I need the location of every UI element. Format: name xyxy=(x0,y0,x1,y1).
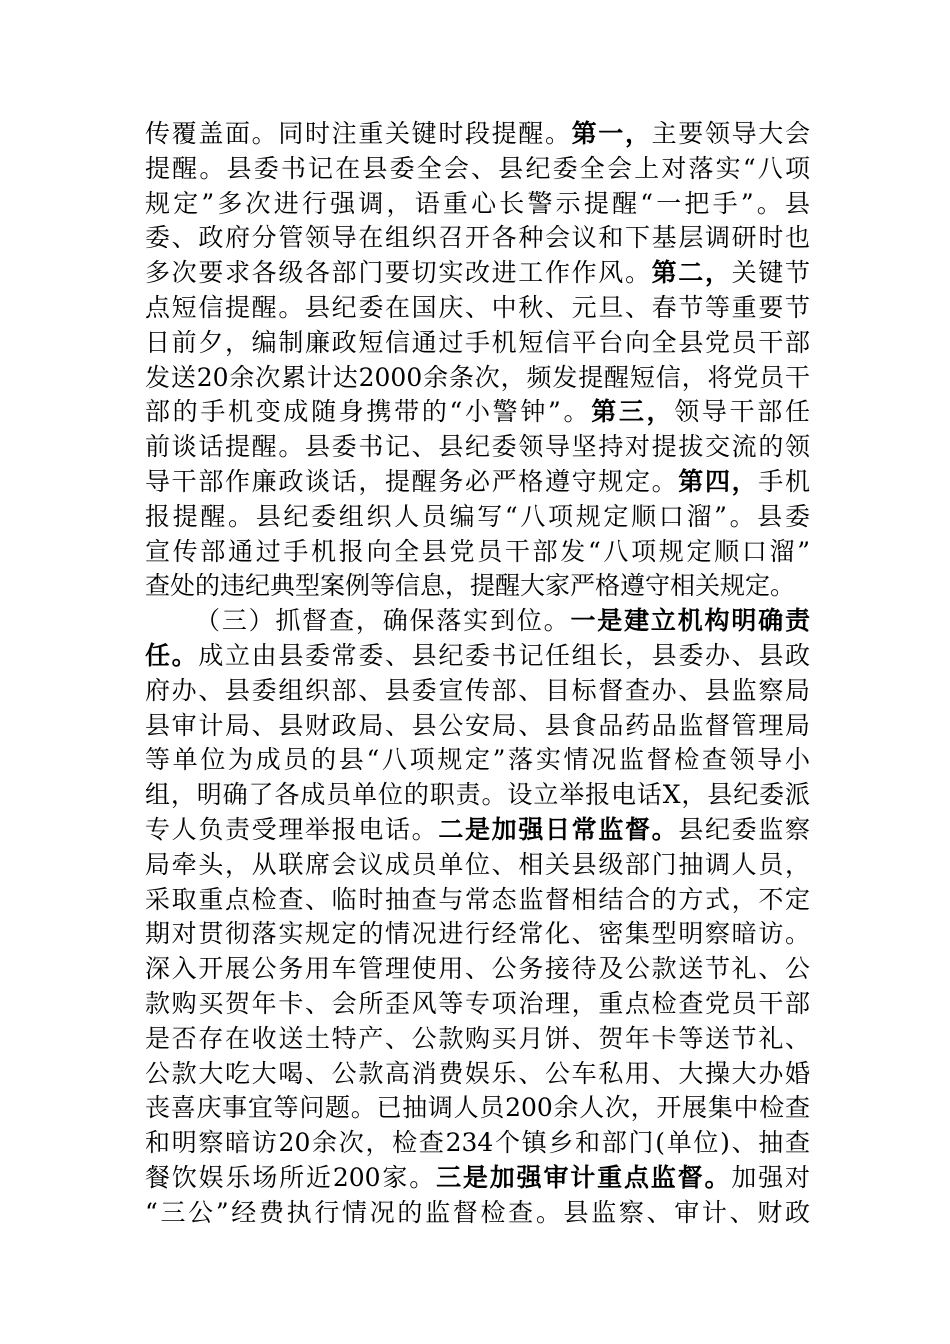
text-segment: 宣传部通过手机报向全县党员干部发“八项规定顺口溜” xyxy=(145,536,810,566)
text-segment: 规定”多次进行强调，语重心长警示提醒“一把手”。县 xyxy=(145,188,810,218)
text-segment: 多次要求各级各部门要切实改进工作作风。 xyxy=(145,258,652,288)
text-segment: 成立由县委常委、县纪委书记任组长，县委办、县政 xyxy=(198,640,810,670)
text-segment: 局牵头，从联席会议成员单位、相关县级部门抽调人员， xyxy=(145,849,810,879)
text-segment: 款购买贺年卡、会所歪风等专项治理，重点检查党员干部 xyxy=(145,988,810,1018)
text-line xyxy=(145,569,810,604)
text-line xyxy=(145,1126,810,1161)
text-segment: 餐饮娱乐场所近200家。 xyxy=(145,1162,437,1192)
text-segment: 报提醒。县纪委组织人员编写“八项规定顺口溜”。县委 xyxy=(145,501,810,531)
text-line xyxy=(145,883,810,918)
text-line xyxy=(145,1057,810,1092)
text-line xyxy=(145,709,810,744)
text-segment: 县审计局、县财政局、县公安局、县食品药品监督管理局 xyxy=(145,710,810,740)
text-segment: 加强对 xyxy=(731,1162,810,1192)
text-segment: 是否存在收送土特产、公款购买月饼、贺年卡等送节礼、 xyxy=(145,1023,810,1053)
text-segment: “三公”经费执行情况的监督检查。县监察、审计、财政 xyxy=(145,1197,810,1227)
text-line xyxy=(145,1091,810,1126)
text-line xyxy=(145,987,810,1022)
bold-text-segment: 第一， xyxy=(571,119,652,148)
text-segment: 县纪委监察 xyxy=(678,814,810,844)
text-segment: 府办、县委组织部、县委宣传部、目标督查办、县监察局 xyxy=(145,675,810,705)
bold-text-segment: 二是加强日常监督。 xyxy=(438,814,679,844)
text-line xyxy=(145,639,810,674)
text-line xyxy=(145,917,810,952)
text-line xyxy=(145,500,810,535)
text-segment: 领导干部任 xyxy=(674,397,810,427)
text-line xyxy=(145,152,810,187)
text-line xyxy=(145,395,810,430)
text-segment: 委、政府分管领导在组织召开各种会议和下基层调研时也 xyxy=(145,223,810,253)
text-segment: 深入开展公务用车管理使用、公务接待及公款送节礼、公 xyxy=(145,954,810,984)
text-line xyxy=(145,430,810,465)
text-segment: 公款大吃大喝、公款高消费娱乐、公车私用、大操大办婚 xyxy=(145,1058,810,1088)
text-segment: 手机 xyxy=(758,466,810,496)
text-line xyxy=(145,604,810,639)
bold-text-segment: 三是加强审计重点监督。 xyxy=(436,1162,732,1192)
text-segment: 导干部作廉政谈话，提醒务必严格遵守规定。 xyxy=(145,466,679,496)
text-line xyxy=(145,674,810,709)
text-segment: 专人负责受理举报电话。 xyxy=(145,814,439,844)
text-segment: 采取重点检查、临时抽查与常态监督相结合的方式，不定 xyxy=(145,884,810,914)
text-line xyxy=(145,848,810,883)
text-line xyxy=(145,743,810,778)
bold-text-segment: 第四， xyxy=(678,466,759,496)
text-line xyxy=(145,187,810,222)
document-body xyxy=(145,117,810,1231)
text-segment: 等单位为成员的县“八项规定”落实情况监督检查领导小 xyxy=(145,745,810,775)
text-segment: 发送20余次累计达2000余条次，频发提醒短信，将党员干 xyxy=(145,362,810,392)
text-segment: 关键节 xyxy=(731,258,810,288)
text-segment: （三）抓督查，确保落实到位。 xyxy=(195,606,571,636)
text-line xyxy=(145,117,810,152)
text-segment: 传覆盖面。同时注重关键时段提醒。 xyxy=(145,119,572,148)
text-segment: 前谈话提醒。县委书记、县纪委领导坚持对提拔交流的领 xyxy=(145,432,810,462)
text-line xyxy=(145,361,810,396)
text-segment: 主要领导大会 xyxy=(651,119,810,148)
text-line xyxy=(145,291,810,326)
bold-text-segment: 第三， xyxy=(591,397,675,427)
text-line xyxy=(145,778,810,813)
text-line xyxy=(145,256,810,291)
bold-text-segment: 一是建立机构明确责 xyxy=(570,606,810,636)
text-line xyxy=(145,465,810,500)
bold-text-segment: 第二， xyxy=(651,258,732,288)
text-segment: 丧喜庆事宜等问题。已抽调人员200余人次，开展集中检查 xyxy=(145,1093,810,1123)
text-segment: 组，明确了各成员单位的职责。设立举报电话X，县纪委派 xyxy=(145,780,810,810)
text-line xyxy=(145,326,810,361)
text-segment: 部的手机变成随身携带的“小警钟”。 xyxy=(145,397,592,427)
text-segment: 提醒。县委书记在县委全会、县纪委全会上对落实“八项 xyxy=(145,153,810,183)
text-segment: 和明察暗访20余次，检查234个镇乡和部门(单位)、抽查 xyxy=(145,1128,810,1158)
text-line xyxy=(145,1161,810,1196)
text-segment: 日前夕，编制廉政短信通过手机短信平台向全县党员干部 xyxy=(145,327,810,357)
bold-text-segment: 任。 xyxy=(145,640,199,670)
text-line xyxy=(145,952,810,987)
text-line xyxy=(145,1022,810,1057)
text-line xyxy=(145,221,810,256)
text-line xyxy=(145,535,810,570)
text-segment: 查处的违纪典型案例等信息，提醒大家严格遵守相关规定。 xyxy=(145,571,796,601)
text-segment: 点短信提醒。县纪委在国庆、中秋、元旦、春节等重要节 xyxy=(145,292,810,322)
text-line xyxy=(145,813,810,848)
text-line xyxy=(145,1196,810,1231)
text-segment: 期对贯彻落实规定的情况进行经常化、密集型明察暗访。 xyxy=(145,919,810,949)
